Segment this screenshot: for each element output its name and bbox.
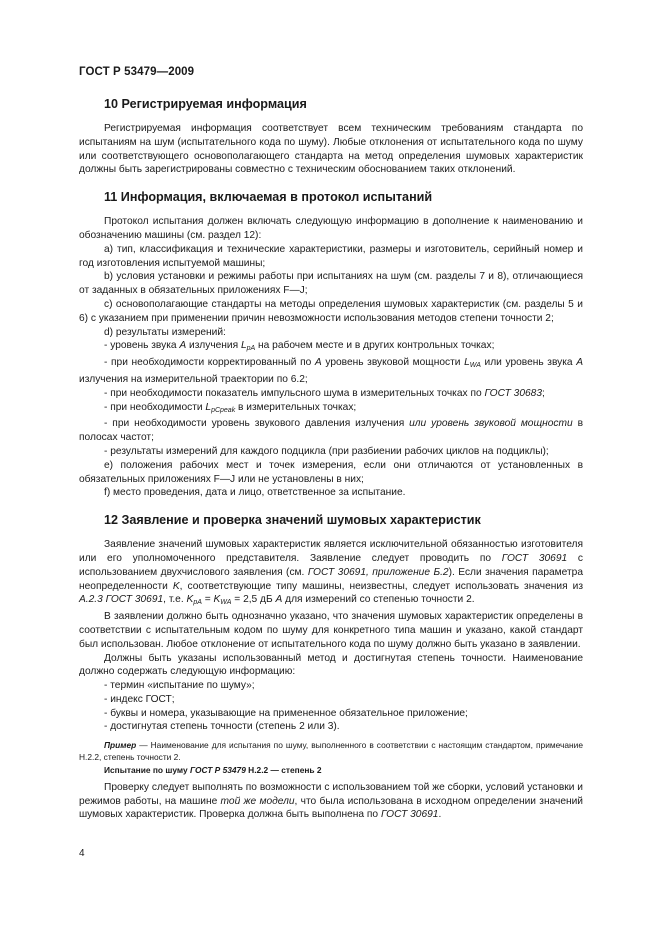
example-designation: Испытание по шуму ГОСТ Р 53479 Н.2.2 — степень 2	[104, 764, 322, 775]
list-item-d4: - при необходимости $L_{pCpeak}$ в измерительных точках;	[104, 401, 357, 414]
example-note: Пример — Наименование для испытания по шуму, выполненного в соответствии с настоящим стандартом, примечание Н.2.2, степень точности 2.	[79, 740, 583, 763]
naming-item-4: - достигнутая степень точности (степень 2 или 3).	[104, 721, 340, 733]
section-11-heading: 11 Информация, включаемая в протокол испытаний	[104, 190, 433, 205]
naming-item-1: - термин «испытание по шуму»;	[104, 680, 255, 692]
document-body	[79, 96, 583, 822]
list-item-d5: - при необходимости уровень звукового давления излучения или уровень звуковой мощности в полосах частот;	[79, 418, 583, 444]
section-12-paragraph-2: В заявлении должно быть однозначно указано, что значения шумовых характеристик определены в соответствии с испытательным кодом по шуму для конкретного типа машин и указано, какой стандарт был использован. Любое отклонение от испытательного кода по шуму должно быть указано в заявлении.	[79, 611, 583, 650]
list-item-d3: - при необходимости показатель импульсного шума в измерительных точках по ГОСТ 30683;	[104, 387, 545, 399]
page-number: 4	[79, 848, 85, 859]
section-10-heading: 10 Регистрируемая информация	[104, 97, 307, 111]
section-10-paragraph: Регистрируемая информация соответствует всем техническим требованиям стандарта по испытаниям на шум (испытательного кода по шуму). Любые отклонения от испытательного кода по шуму или соответствующего основополагающего стандарта на метод определения шумовых характеристик должны быть зарегистрированы совместно с техническим обоснованием таких отклонений.	[79, 123, 583, 176]
section-11-intro: Протокол испытания должен включать следующую информацию в дополнение к наименованию и обозначению машины (см. раздел 12):	[79, 216, 583, 241]
list-item-b: b) условия установки и режимы работы при испытаниях на шум (см. разделы 7 и 8), отличающиеся от заданных в обязательных приложениях F—J;	[79, 271, 583, 297]
list-item-f: f) место проведения, дата и лицо, ответственное за испытание.	[104, 487, 406, 499]
naming-item-2: - индекс ГОСТ;	[104, 693, 175, 705]
section-12-paragraph-3: Должны быть указаны использованный метод и достигнутая степень точности. Наименование должно содержать следующую информацию:	[79, 652, 583, 678]
section-12-heading: 12 Заявление и проверка значений шумовых характеристик	[104, 513, 481, 528]
section-12-paragraph-1: Заявление значений шумовых характеристик является исключительной обязанностью изготовителя или его уполномоченного представителя. Заявление следует проводить по ГОСТ 30691 с использованием двухчислового заявления (см. ГОСТ 30691, приложение Б.2). Если значения параметра неопределенности K, соответствующие типу машины, неизвестны, следует использовать значения из А.2.3 ГОСТ 30691, т.е. $K_{pA} = K_{WA} = 2,5$ дБ A для измерений со степенью точности 2.	[79, 539, 583, 607]
naming-item-3: - буквы и номера, указывающие на примененное обязательное приложение;	[104, 707, 468, 719]
list-item-d6: - результаты измерений для каждого подцикла (при разбиении рабочих циклов на подциклы);	[104, 445, 549, 457]
list-item-d: d) результаты измерений:	[104, 326, 226, 338]
document-id: ГОСТ Р 53479—2009	[79, 66, 195, 78]
list-item-d2: - при необходимости корректированный по A уровень звуковой мощности $L_{WA}$ или уровень звука A излучения на измерительной траектории по 6.2;	[79, 357, 584, 385]
list-item-d1: - уровень звука A излучения $L_{pA}$ на рабочем месте и в других контрольных точках;	[104, 340, 495, 353]
list-item-e: е) положения рабочих мест и точек измерения, если они отличаются от установленных в обязательных приложениях F—J или не установлены в них;	[79, 459, 583, 485]
list-item-a: а) тип, классификация и технические характеристики, размеры и изготовитель, серийный номер и год изготовления испытуемой машины;	[79, 243, 583, 269]
section-12-paragraph-4: Проверку следует выполнять по возможности с использованием той же сборки, условий установки и режимов работы, на машине той же модели, что была использована в исходном определении значений шумовых характеристик. Проверка должна быть выполнена по ГОСТ 30691.	[79, 781, 583, 821]
list-item-c: с) основополагающие стандарты на методы определения шумовых характеристик (см. разделы 5 и 6) с указанием при применении причин невозможности использования методов степени точности 2;	[79, 298, 583, 324]
